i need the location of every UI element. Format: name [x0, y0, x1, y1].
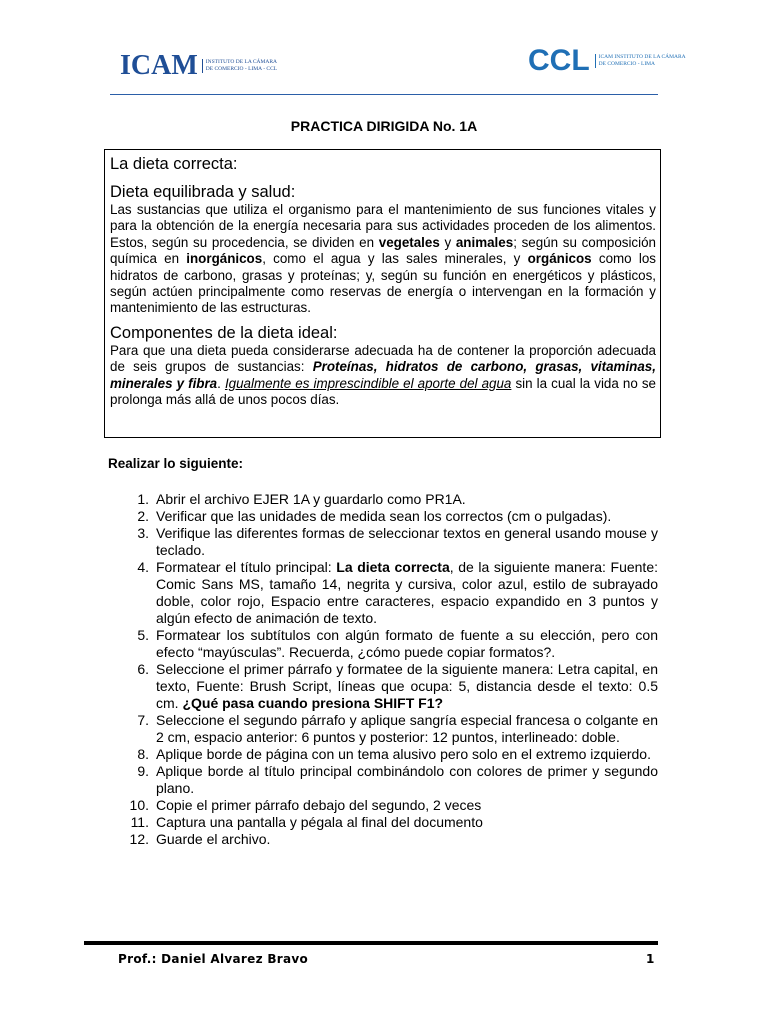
ccl-logo [528, 44, 691, 78]
heading-dieta-equilibrada: Dieta equilibrada y salud: [110, 183, 296, 201]
list-text: Formatear los subtítulos con algún formato de fuente a su elección, pero con efecto “mayúsculas”. Recuerda, ¿cómo puede copiar formatos?. [156, 627, 658, 660]
footer-author: Prof.: Daniel Alvarez Bravo [118, 952, 309, 966]
ccl-logo-subtitle: ICAM INSTITUTO DE LA CÁMARA DE COMERCIO - LIMA [595, 54, 691, 68]
header-divider [110, 94, 658, 95]
step4-text-c: , de la siguiente manera: Fuente: Comic Sans MS, tamaño 14, negrita y cursiva, color azul, estilo de subrayado doble, color rojo, Espacio entre caracteres, espacio expandido en 3 puntos y algún efecto de animación de texto. [156, 559, 658, 626]
p2-bold-italic-groups: Proteínas, hidratos de carbono, grasas, vitaminas, minerales y fibra [110, 359, 656, 391]
p1-text-a: Las sustancias que utiliza el organismo para el mantenimiento de sus funciones vitales y para la obtención de la energía necesaria para sus actividades proceden de los alimentos. Estos, según su procedencia, se dividen en [110, 202, 656, 250]
list-item [108, 712, 658, 746]
list-item [108, 627, 658, 661]
step6-bold-question: ¿Qué pasa cuando presiona SHIFT F1? [182, 695, 444, 711]
list-item [108, 525, 658, 559]
list-text [156, 661, 658, 712]
p2-text-e: sin la cual la vida no se prolonga más allá de unos pocos días. [110, 375, 657, 408]
list-text: Aplique borde al título principal combinándolo con colores de primer y segundo plano. [156, 763, 658, 796]
list-number: 7. [137, 712, 149, 728]
step6-text-a: Seleccione el primer párrafo y formatee de la siguiente manera: Letra capital, en texto, Fuente: Brush Script, líneas que ocupa: 5, distancia desde el texto: 0.5 cm. [156, 661, 658, 711]
page-number: 1 [646, 952, 655, 966]
p2-text-c: . [217, 375, 225, 391]
icam-logo-mark: ICAM [120, 50, 198, 81]
heading-componentes: Componentes de la dieta ideal: [110, 323, 338, 342]
list-text: Guarde el archivo. [156, 831, 271, 847]
list-number: 3. [137, 525, 149, 541]
p1-text-c: y [439, 234, 456, 250]
list-number: 5. [137, 627, 149, 643]
list-text: Captura una pantalla y pégala al final del documento [156, 814, 483, 830]
p2-text-a: Para que una dieta pueda considerarse adecuada ha de contener la proporción adecuada de seis grupos de sustancias: [110, 342, 656, 375]
list-text: Seleccione el segundo párrafo y aplique sangría especial francesa o colgante en 2 cm, espacio anterior: 6 puntos y posterior: 12 puntos, interlineado: doble. [156, 712, 658, 745]
list-number: 6. [137, 661, 149, 677]
icam-logo-subtitle: INSTITUTO DE LA CÁMARA DE COMERCIO - LIMA - CCL [202, 59, 278, 73]
page-header [0, 0, 768, 100]
list-item [108, 831, 658, 848]
list-item [108, 763, 658, 797]
p1-text-g: , como el agua y las sales minerales, y [262, 251, 528, 267]
list-item [108, 814, 658, 831]
list-text: Copie el primer párrafo debajo del segundo, 2 veces [156, 797, 482, 813]
list-number: 11. [130, 814, 149, 830]
list-number: 4. [137, 559, 149, 575]
list-number: 8. [137, 746, 149, 762]
p1-bold-animales: animales [455, 234, 514, 250]
list-text: Verifique las diferentes formas de seleccionar textos en general usando mouse y teclado. [156, 525, 658, 558]
step4-bold-title: La dieta correcta [336, 559, 450, 575]
list-item [108, 508, 658, 525]
p2-underlined-agua: Igualmente es imprescindible el aporte del agua [224, 375, 512, 391]
footer-divider [84, 941, 658, 945]
list-text: Verificar que las unidades de medida sean los correctos (cm o pulgadas). [156, 508, 612, 524]
list-text [156, 559, 658, 627]
list-number: 1. [137, 491, 149, 507]
heading-dieta-correcta: La dieta correcta: [110, 155, 238, 173]
p1-text-i: como los hidratos de carbono, grasas y proteínas; y, según su función en energéticos y plásticos, según actúen principalmente como reservas de energía o intervengan en la formación y mantenimiento de las estructuras. [110, 251, 656, 316]
p1-text-e: ; según su composición química en [110, 234, 657, 267]
list-item [108, 661, 658, 712]
instructions-heading: Realizar lo siguiente: [108, 456, 244, 471]
instructions-list [108, 491, 658, 848]
list-number: 12. [129, 831, 149, 847]
p1-bold-organicos: orgánicos [527, 251, 592, 267]
document-title: PRACTICA DIRIGIDA No. 1A [290, 118, 478, 134]
p1-bold-vegetales: vegetales [378, 234, 440, 250]
paragraph-sustancias [110, 202, 656, 317]
list-item [108, 797, 658, 814]
ccl-logo-mark: CCL [528, 44, 590, 77]
list-item [108, 491, 658, 508]
list-number: 9. [137, 763, 149, 779]
list-text: Abrir el archivo EJER 1A y guardarlo como PR1A. [156, 491, 466, 507]
paragraph-componentes [110, 343, 656, 409]
icam-logo [120, 50, 278, 82]
list-number: 10. [129, 797, 149, 813]
step4-text-a: Formatear el título principal: [156, 559, 337, 575]
list-item [108, 559, 658, 627]
list-number: 2. [137, 508, 149, 524]
content-box [104, 149, 661, 438]
list-text: Aplique borde de página con un tema alusivo pero solo en el extremo izquierdo. [156, 746, 651, 762]
p1-bold-inorganicos: inorgánicos [186, 251, 263, 267]
list-item [108, 746, 658, 763]
